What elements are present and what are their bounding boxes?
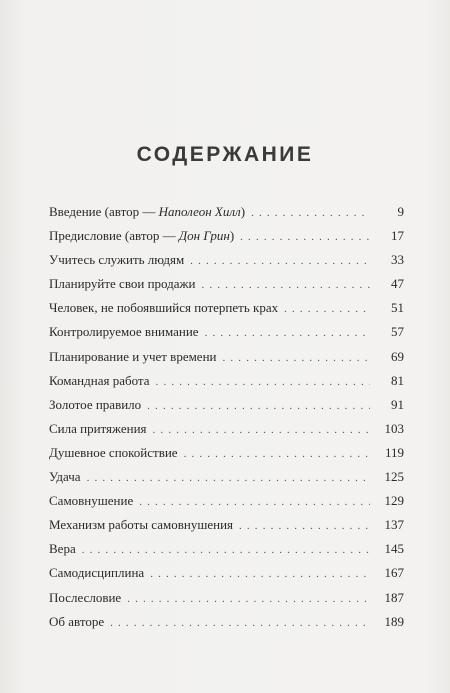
dot-leader [190,249,370,273]
toc-entry [49,610,404,634]
dot-leader [201,273,370,297]
toc-entry-title [49,489,133,513]
contents-heading: СОДЕРЖАНИЕ [136,143,314,166]
dot-leader [184,442,370,466]
dot-leader [110,611,370,635]
toc-entry-label: Механизм работы самовнушения [49,517,233,533]
toc-entry [49,224,404,248]
toc-entry [49,441,404,465]
toc-entry-label: Сила притяжения [49,420,147,436]
dot-leader [205,321,370,345]
toc-page-number: 9 [397,204,404,219]
toc-entry [49,296,404,320]
toc-page-number: 17 [391,228,404,244]
toc-entry [49,369,404,393]
toc-entry [49,393,404,417]
toc-entry-label: Душевное спокойствие [49,444,178,460]
toc-entry [49,417,404,441]
toc-entry [49,345,404,369]
dot-leader [240,225,370,249]
toc-page-number: 187 [384,589,404,605]
toc-entry-title [49,393,141,417]
dot-leader [147,394,370,418]
toc-entry-title [49,441,178,465]
toc-page-number: 129 [384,493,404,509]
dot-leader [139,490,370,514]
dot-leader [239,514,370,538]
dot-leader [251,201,370,225]
dot-leader [127,587,370,611]
toc-entry [49,561,404,585]
toc-entry-label: Удача [49,469,81,485]
toc-entry-title [49,417,147,441]
toc-entry [49,465,404,489]
toc-entry-title [49,537,76,561]
toc-entry-title [49,296,278,320]
toc-entry-label: Золотое правило [49,396,142,412]
toc-entry-author: Дон Грин [178,228,230,244]
toc-entry-label: Об авторе [49,613,105,629]
toc-page-number: 125 [384,469,404,485]
toc-entry-label: Самодисциплина [49,565,145,581]
toc-page-number: 119 [384,444,404,460]
toc-entry [49,586,404,610]
toc-entry-label: Контролируемое внимание [49,324,199,340]
toc-entry-label: Командная работа [49,372,150,388]
dot-leader [82,538,370,562]
toc-page-number: 167 [384,565,404,581]
toc-entry [49,489,404,513]
toc-entry [49,200,404,224]
toc-entry-label: Человек, не побоявшийся потерпеть крах [49,300,279,316]
toc-page-number: 69 [391,348,404,364]
toc-entry-label: Вера [49,541,76,557]
toc-entry-title [49,200,245,224]
toc-entry-suffix: ) [240,204,246,219]
dot-leader [150,562,370,586]
toc-page-number: 57 [391,324,404,340]
toc-entry-title [49,513,233,537]
toc-entry-title [49,272,195,296]
toc-entry-title [49,465,81,489]
toc-page-number: 145 [384,541,404,557]
toc-page-number: 81 [391,372,404,388]
toc-entry-label: Послесловие [49,589,122,605]
toc-entry-title [49,610,104,634]
toc-entry-title [49,320,199,344]
toc-entry [49,320,404,344]
toc-entry-label: Планируйте свои продажи [49,276,196,292]
toc-entry-author: Наполеон Хилл [158,204,241,219]
toc-entry-title [49,248,184,272]
toc-entry-title [49,345,217,369]
toc-entry-label: Введение (автор — [49,204,159,219]
toc-entry-label: Планирование и учет времени [49,348,217,364]
toc-page-number: 189 [384,613,404,629]
toc-page-number: 47 [391,276,404,292]
toc-entry-title [49,561,144,585]
dot-leader [284,297,370,321]
dot-leader [223,346,371,370]
toc-entry-title [49,586,121,610]
toc-entry [49,513,404,537]
dot-leader [156,370,370,394]
toc-entry-title [49,224,234,248]
toc-entry-title [49,369,150,393]
toc-page-number: 137 [384,517,404,533]
toc-entry-label: Предисловие (автор — [49,228,179,244]
toc-entry-label: Учитесь служить людям [49,252,185,268]
toc-page-number: 51 [391,300,404,316]
toc-page-number: 91 [391,396,404,412]
table-of-contents [49,200,404,634]
toc-page-number: 103 [384,420,404,436]
toc-entry [49,272,404,296]
dot-leader [87,466,370,490]
toc-entry [49,537,404,561]
toc-entry-suffix: ) [229,228,235,244]
dot-leader [153,418,370,442]
toc-page-number: 33 [391,252,404,268]
toc-entry [49,248,404,272]
toc-entry-label: Самовнушение [49,493,134,509]
